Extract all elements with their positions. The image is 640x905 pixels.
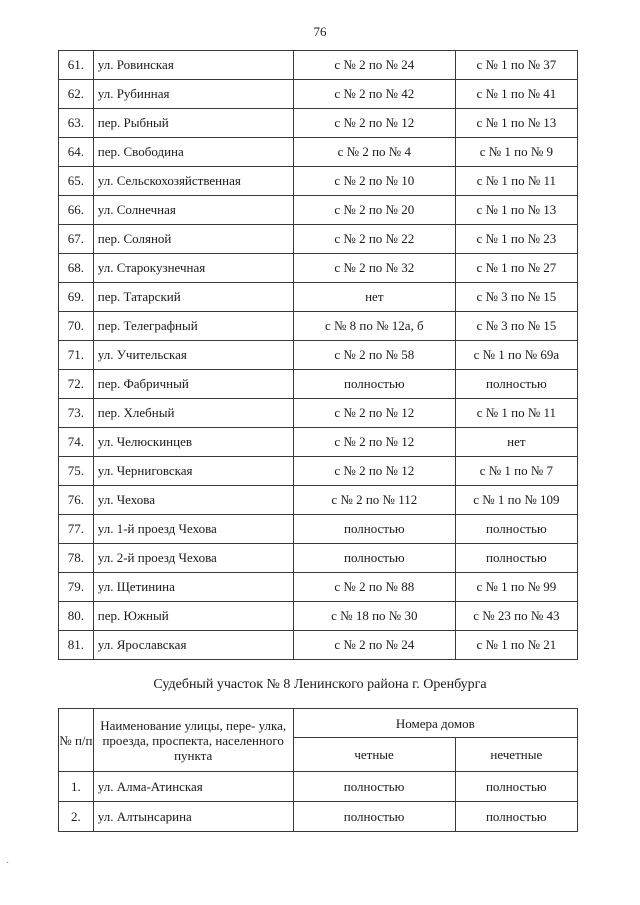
row-number: 70. <box>59 312 94 341</box>
table-row <box>59 515 578 544</box>
even-numbers: с № 2 по № 88 <box>293 573 455 602</box>
table-row <box>59 602 578 631</box>
header-house-numbers: Номера домов <box>293 709 577 738</box>
streets-table-section-8 <box>58 708 578 832</box>
street-name: пер. Рыбный <box>93 109 293 138</box>
even-numbers: нет <box>293 283 455 312</box>
table-row <box>59 167 578 196</box>
table-row <box>59 544 578 573</box>
even-numbers: с № 2 по № 12 <box>293 109 455 138</box>
header-odd: нечетные <box>455 738 577 772</box>
row-number: 1. <box>59 772 94 802</box>
section-title: Судебный участок № 8 Ленинского района г. Оренбурга <box>153 677 487 692</box>
even-numbers: с № 2 по № 12 <box>293 399 455 428</box>
street-name: ул. Учительская <box>93 341 293 370</box>
table-row <box>59 370 578 399</box>
street-name: пер. Соляной <box>93 225 293 254</box>
street-name: ул. Чехова <box>93 486 293 515</box>
odd-numbers: с № 1 по № 11 <box>455 167 577 196</box>
row-number: 75. <box>59 457 94 486</box>
odd-numbers: полностью <box>455 544 577 573</box>
row-number: 81. <box>59 631 94 660</box>
header-number: № п/п <box>59 709 94 772</box>
even-numbers: полностью <box>293 802 455 832</box>
row-number: 78. <box>59 544 94 573</box>
table-row <box>59 225 578 254</box>
even-numbers: полностью <box>293 515 455 544</box>
street-name: ул. Щетинина <box>93 573 293 602</box>
odd-numbers: полностью <box>455 772 577 802</box>
even-numbers: с № 2 по № 12 <box>293 457 455 486</box>
street-name: пер. Фабричный <box>93 370 293 399</box>
header-street-name: Наименование улицы, пере- улка, проезда, проспекта, населенного пункта <box>93 709 293 772</box>
header-row <box>59 709 578 738</box>
odd-numbers: с № 1 по № 11 <box>455 399 577 428</box>
table-row <box>59 80 578 109</box>
row-number: 80. <box>59 602 94 631</box>
row-number: 73. <box>59 399 94 428</box>
odd-numbers: с № 1 по № 27 <box>455 254 577 283</box>
street-name: пер. Свободина <box>93 138 293 167</box>
even-numbers: с № 2 по № 24 <box>293 631 455 660</box>
even-numbers: с № 2 по № 32 <box>293 254 455 283</box>
page-number: 76 <box>313 24 327 39</box>
street-name: ул. Челюскинцев <box>93 428 293 457</box>
odd-numbers: с № 1 по № 21 <box>455 631 577 660</box>
street-name: пер. Южный <box>93 602 293 631</box>
row-number: 64. <box>59 138 94 167</box>
even-numbers: с № 2 по № 10 <box>293 167 455 196</box>
even-numbers: полностью <box>293 370 455 399</box>
scan-mark: · <box>6 858 10 869</box>
even-numbers: с № 2 по № 42 <box>293 80 455 109</box>
row-number: 77. <box>59 515 94 544</box>
even-numbers: с № 2 по № 4 <box>293 138 455 167</box>
row-number: 74. <box>59 428 94 457</box>
even-numbers: с № 2 по № 20 <box>293 196 455 225</box>
row-number: 76. <box>59 486 94 515</box>
odd-numbers: с № 1 по № 13 <box>455 196 577 225</box>
row-number: 72. <box>59 370 94 399</box>
row-number: 69. <box>59 283 94 312</box>
street-name: пер. Телеграфный <box>93 312 293 341</box>
table-row <box>59 283 578 312</box>
even-numbers: с № 2 по № 22 <box>293 225 455 254</box>
table-row <box>59 109 578 138</box>
street-name: ул. Черниговская <box>93 457 293 486</box>
odd-numbers: с № 1 по № 9 <box>455 138 577 167</box>
street-name: ул. Рубинная <box>93 80 293 109</box>
even-numbers: с № 2 по № 58 <box>293 341 455 370</box>
street-name: ул. Алтынсарина <box>93 802 293 832</box>
even-numbers: с № 8 по № 12а, б <box>293 312 455 341</box>
odd-numbers: с № 3 по № 15 <box>455 283 577 312</box>
table-row <box>59 254 578 283</box>
street-name: ул. 2-й проезд Чехова <box>93 544 293 573</box>
even-numbers: с № 2 по № 12 <box>293 428 455 457</box>
odd-numbers: с № 3 по № 15 <box>455 312 577 341</box>
table-row <box>59 772 578 802</box>
odd-numbers: полностью <box>455 802 577 832</box>
row-number: 65. <box>59 167 94 196</box>
streets-table-continued <box>58 50 578 660</box>
odd-numbers: с № 1 по № 69а <box>455 341 577 370</box>
row-number: 66. <box>59 196 94 225</box>
row-number: 2. <box>59 802 94 832</box>
odd-numbers: полностью <box>455 370 577 399</box>
street-name: ул. Солнечная <box>93 196 293 225</box>
odd-numbers: с № 1 по № 13 <box>455 109 577 138</box>
table-row <box>59 399 578 428</box>
even-numbers: полностью <box>293 544 455 573</box>
streets-table-body <box>59 51 578 660</box>
odd-numbers: с № 1 по № 99 <box>455 573 577 602</box>
street-name: ул. Алма-Атинская <box>93 772 293 802</box>
header-even: четные <box>293 738 455 772</box>
street-name: ул. Сельскохозяйственная <box>93 167 293 196</box>
odd-numbers: с № 1 по № 23 <box>455 225 577 254</box>
even-numbers: полностью <box>293 772 455 802</box>
even-numbers: с № 18 по № 30 <box>293 602 455 631</box>
table-header <box>59 709 578 772</box>
odd-numbers: с № 1 по № 41 <box>455 80 577 109</box>
row-number: 67. <box>59 225 94 254</box>
street-name: пер. Хлебный <box>93 399 293 428</box>
table-row <box>59 51 578 80</box>
street-name: ул. 1-й проезд Чехова <box>93 515 293 544</box>
row-number: 61. <box>59 51 94 80</box>
odd-numbers: с № 23 по № 43 <box>455 602 577 631</box>
even-numbers: с № 2 по № 24 <box>293 51 455 80</box>
table-row <box>59 486 578 515</box>
table-row <box>59 428 578 457</box>
odd-numbers: нет <box>455 428 577 457</box>
table-row <box>59 312 578 341</box>
odd-numbers: с № 1 по № 109 <box>455 486 577 515</box>
row-number: 79. <box>59 573 94 602</box>
table-row <box>59 457 578 486</box>
row-number: 71. <box>59 341 94 370</box>
street-name: пер. Татарский <box>93 283 293 312</box>
table-row <box>59 631 578 660</box>
table-row <box>59 138 578 167</box>
even-numbers: с № 2 по № 112 <box>293 486 455 515</box>
odd-numbers: с № 1 по № 37 <box>455 51 577 80</box>
table-row <box>59 573 578 602</box>
odd-numbers: полностью <box>455 515 577 544</box>
table-row <box>59 802 578 832</box>
street-name: ул. Старокузнечная <box>93 254 293 283</box>
table-row <box>59 196 578 225</box>
row-number: 62. <box>59 80 94 109</box>
row-number: 63. <box>59 109 94 138</box>
street-name: ул. Ровинская <box>93 51 293 80</box>
odd-numbers: с № 1 по № 7 <box>455 457 577 486</box>
row-number: 68. <box>59 254 94 283</box>
table-row <box>59 341 578 370</box>
streets-table-body-section-8 <box>59 772 578 832</box>
street-name: ул. Ярославская <box>93 631 293 660</box>
